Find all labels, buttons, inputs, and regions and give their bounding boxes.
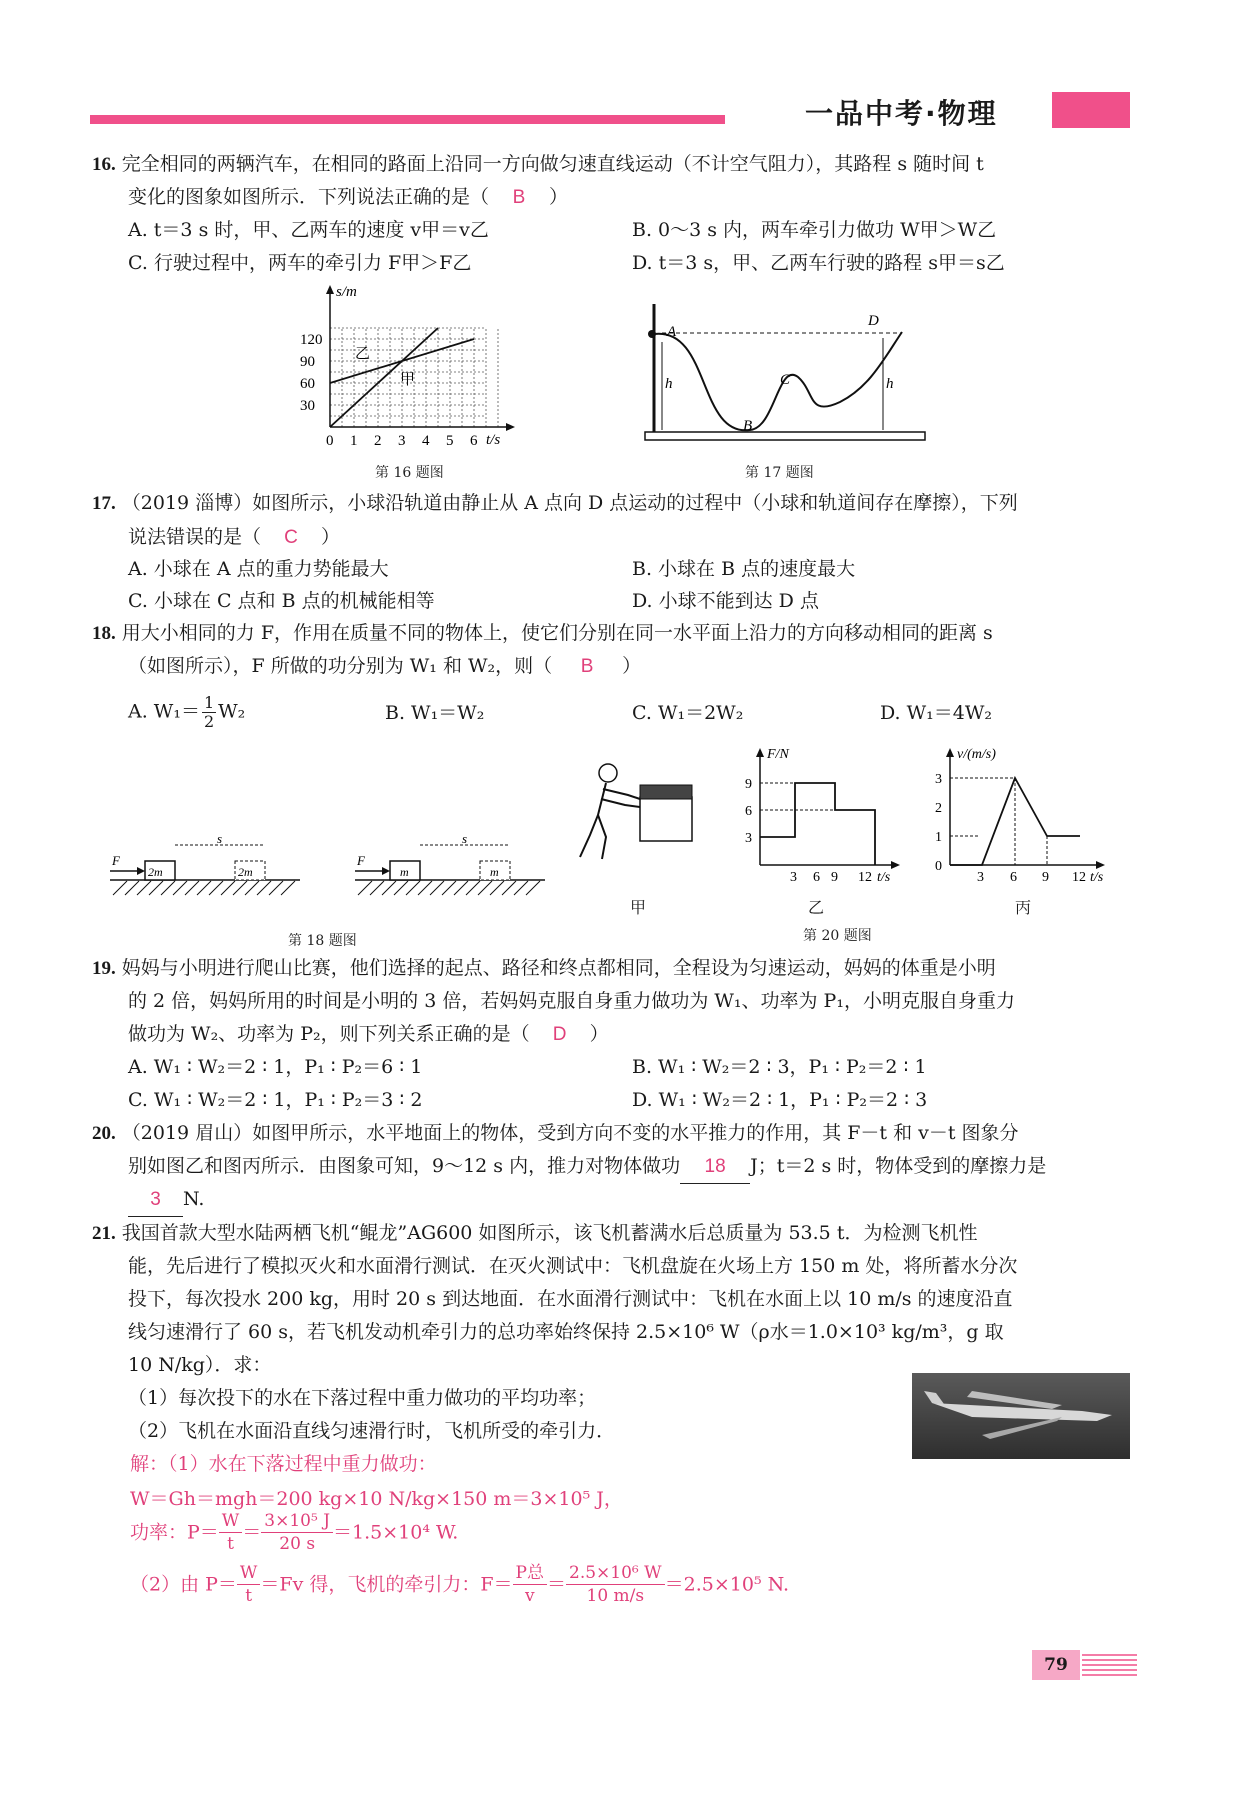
fig20-label-jia: 甲: [630, 898, 647, 917]
fig16-ytick: 120: [300, 332, 323, 348]
q20-line3: 3 N.: [128, 1183, 204, 1217]
fig20-box: [640, 797, 692, 841]
q18-line1: 18. 用大小相同的力 F，作用在质量不同的物体上，使它们分别在同一水平面上沿力的方向移动相同的距离 s: [92, 622, 993, 644]
fig18-caption: 第 18 题图: [288, 933, 357, 949]
fig16-caption: 第 16 题图: [375, 465, 444, 481]
fig20-v-xlabel: t/s: [1090, 870, 1104, 883]
q19-line1: 19. 妈妈与小明进行爬山比赛，他们选择的起点、路径和终点都相同，全程设为匀速运动，妈妈的体重是小明: [92, 957, 996, 979]
fig20-F-xtick-12: 12: [858, 870, 872, 883]
fig18-right-s: s: [462, 835, 468, 846]
fig20-v-xtick-0: 0: [935, 859, 942, 874]
fig20-v-xtick-9: 9: [1042, 870, 1049, 883]
fig17-h2: h: [886, 376, 894, 392]
fig18-left-mass-end: 2m: [238, 865, 253, 879]
fig18-right-hatch: [358, 881, 540, 895]
q21-solution-line2: W＝Gh＝mgh＝200 kg×10 N/kg×150 m＝3×10⁵ J，: [130, 1488, 623, 1510]
q18-line2: （如图所示），F 所做的功分别为 W₁ 和 W₂，则（ B ）: [128, 655, 642, 677]
q17-option-b: B. 小球在 B 点的速度最大: [632, 558, 856, 580]
fig20-caption: 第 20 题图: [803, 928, 872, 944]
page-number-stripes: [1082, 1652, 1137, 1680]
fig16-xtick: 2: [374, 433, 382, 449]
fig18-left-f: F: [112, 853, 120, 868]
q16-option-c: C. 行驶过程中，两车的牵引力 F甲＞F乙: [128, 252, 472, 274]
fig20-person-head: [599, 764, 617, 782]
q16-option-a: A. t＝3 s 时，甲、乙两车的速度 v甲＝v乙: [128, 219, 489, 241]
q21-line3: 投下，每次投水 200 kg，用时 20 s 到达地面．在水面滑行测试中：飞机在水面上以 10 m/s 的速度沿直: [128, 1288, 1013, 1310]
q18-option-d: D. W₁＝4W₂: [880, 702, 993, 724]
q21-solution-line4: （2）由 P＝ $\frac{W}{t}$ ＝Fv 得，飞机的牵引力：F＝ P总 v ＝ $\frac{\text{2.5×10⁶ W}}{10 m/s}$ ＝2.5×10⁵ N.: [130, 1563, 790, 1606]
fig16-ytick: 90: [300, 354, 315, 370]
fig20-jia-illustration: [570, 755, 710, 870]
q16-option-d: D. t＝3 s，甲、乙两车行驶的路程 s甲＝s乙: [632, 252, 1005, 274]
q18-option-b: B. W₁＝W₂: [385, 702, 485, 724]
fig17-label-d: D: [868, 313, 879, 329]
fig20-v-xtick-3: 3: [977, 870, 984, 883]
fig18-right-mass: m: [400, 865, 409, 879]
q21-part1: （1）每次投下的水在下落过程中重力做功的平均功率；: [128, 1387, 597, 1409]
fig18-left-mass: 2m: [148, 865, 163, 879]
fig20-bing-chart: [930, 743, 1120, 883]
fig18-left-s: s: [217, 835, 223, 846]
q21-line2: 能，先后进行了模拟灭火和水面滑行测试．在灭火测试中：飞机盘旋在火场上方 150 m 处，将所蓄水分次: [128, 1255, 1018, 1277]
fig16-xtick: 3: [398, 433, 406, 449]
q17-option-d: D. 小球不能到达 D 点: [632, 590, 819, 612]
fig20-F-ytick-3: 3: [745, 831, 752, 846]
page-number: 79: [1032, 1650, 1080, 1680]
fig16-ytick: 60: [300, 376, 315, 392]
fig18-diagram-right: [350, 835, 550, 900]
fig16-xtick: 5: [446, 433, 454, 449]
fig18-left-hatch: [113, 881, 295, 895]
header-accent-block: [1052, 92, 1130, 128]
fig17-label-b: B: [743, 418, 753, 434]
q20-line1: 20. （2019 眉山）如图甲所示，水平地面上的物体，受到方向不变的水平推力的作用，其 F－t 和 v－t 图象分: [92, 1122, 1019, 1144]
q19-option-d: D. W₁ ∶ W₂＝2 ∶ 1，P₁ ∶ P₂＝2 ∶ 3: [632, 1089, 928, 1111]
fig16-xtick: 1: [350, 433, 358, 449]
fig17-label-a: A: [667, 324, 677, 340]
q21-solution-line1: 解：（1）水在下落过程中重力做功：: [130, 1453, 437, 1475]
q17-option-c: C. 小球在 C 点和 B 点的机械能相等: [128, 590, 435, 612]
q21-line1: 21. 我国首款大型水陆两栖飞机“鲲龙”AG600 如图所示，该飞机蓄满水后总质量为 53.5 t．为检测飞机性: [92, 1222, 978, 1244]
q16-line1: 16. 完全相同的两辆汽车，在相同的路面上沿同一方向做匀速直线运动（不计空气阻力），其路程 s 随时间 t: [92, 153, 984, 175]
fig18-diagram-left: [105, 835, 305, 900]
fig20-F-ytick-6: 6: [745, 804, 752, 819]
fig16-xtick: 6: [470, 433, 478, 449]
q19-line2: 的 2 倍，妈妈所用的时间是小明的 3 倍，若妈妈克服自身重力做功为 W₁、功率为 P₁，小明克服自身重力: [128, 990, 1015, 1012]
fig20-v-ylabel: v/(m/s): [957, 747, 996, 762]
fig17-caption: 第 17 题图: [745, 465, 814, 481]
fig20-v-ytick-3: 3: [935, 772, 942, 787]
fig18-right-mass-end: m: [490, 865, 499, 879]
fig18-right-f: F: [357, 853, 365, 868]
header-bar: [90, 115, 725, 124]
fig20-v-ytick-2: 2: [935, 801, 942, 816]
fig16-xtick: 0: [326, 433, 334, 449]
q21-part2: （2）飞机在水面沿直线匀速滑行时，飞机所受的牵引力．: [128, 1420, 616, 1442]
fig20-F-xtick-9: 9: [831, 870, 838, 883]
fig20-F-ytick-9: 9: [745, 777, 752, 792]
q16-line2: 变化的图象如图所示．下列说法正确的是（ B ）: [128, 186, 569, 208]
q19-line3: 做功为 W₂、功率为 P₂，则下列关系正确的是（ D ）: [128, 1023, 609, 1045]
q17-line1: 17. （2019 淄博）如图所示，小球沿轨道由静止从 A 点向 D 点运动的过程中（小球和轨道间存在摩擦），下列: [92, 492, 1018, 514]
q21-solution-line3: 功率：P＝ $\frac{W}{t}$ ＝ $\frac{\text{3×10⁵ J}}{20 s}$ ＝1.5×10⁴ W.: [130, 1511, 459, 1554]
fig17-h1: h: [665, 376, 673, 392]
fig16-chart: [300, 282, 520, 462]
fig16-label-jia: 甲: [400, 372, 416, 388]
q19-option-b: B. W₁ ∶ W₂＝2 ∶ 3，P₁ ∶ P₂＝2 ∶ 1: [632, 1056, 927, 1078]
fig20-F-xtick-3: 3: [790, 870, 797, 883]
fig20-v-xtick-6: 6: [1010, 870, 1017, 883]
q17-option-a: A. 小球在 A 点的重力势能最大: [128, 558, 389, 580]
q21-line5: 10 N/kg）．求：: [128, 1354, 272, 1376]
fig20-F-ylabel: F/N: [767, 747, 789, 762]
q20-line2: 别如图乙和图丙所示．由图象可知，9～12 s 内，推力对物体做功 18 J；t＝2 s 时，物体受到的摩擦力是: [128, 1150, 1046, 1184]
fig20-v-ytick-1: 1: [935, 830, 942, 845]
fig17-diagram: [640, 302, 930, 452]
q19-option-a: A. W₁ ∶ W₂＝2 ∶ 1，P₁ ∶ P₂＝6 ∶ 1: [128, 1056, 423, 1078]
fig20-F-xlabel: t/s: [877, 870, 891, 883]
q18-option-a: A. W₁＝ $\frac{1}{2}$ W₂: [128, 693, 246, 731]
fig17-base: [645, 432, 925, 440]
fig16-label-yi: 乙: [355, 346, 371, 362]
airplane-photo: [912, 1373, 1130, 1459]
fig20-label-yi: 乙: [808, 898, 825, 917]
fig16-x-arrow: [506, 423, 515, 431]
fig16-y-arrow: [326, 285, 334, 294]
fig16-xtick: 4: [422, 433, 430, 449]
q19-option-c: C. W₁ ∶ W₂＝2 ∶ 1，P₁ ∶ P₂＝3 ∶ 2: [128, 1089, 423, 1111]
q20-answer2: 3: [128, 1183, 183, 1217]
fig16-ytick: 30: [300, 398, 315, 414]
fig16-xlabel: t/s: [486, 432, 501, 448]
q20-answer1: 18: [680, 1150, 750, 1184]
fig16-ylabel: s/m: [336, 284, 357, 300]
header-title: 一品中考·物理: [805, 97, 998, 130]
fig20-v-curve: [950, 778, 1080, 865]
fig17-label-c: C: [780, 372, 791, 388]
fig20-F-xtick-6: 6: [813, 870, 820, 883]
fig20-F-curve: [760, 783, 875, 865]
q21-line4: 线匀速滑行了 60 s，若飞机发动机牵引力的总功率始终保持 2.5×10⁶ W（ρ水＝1.0×10³ kg/m³，g 取: [128, 1321, 1004, 1343]
q17-line2: 说法错误的是（ C ）: [128, 526, 341, 548]
fig17-track: [654, 332, 902, 430]
q18-option-c: C. W₁＝2W₂: [632, 702, 744, 724]
q16-option-b: B. 0～3 s 内，两车牵引力做功 W甲＞W乙: [632, 219, 997, 241]
fig20-v-xtick-12: 12: [1072, 870, 1086, 883]
fig20-yi-chart: [745, 743, 905, 883]
fig20-label-bing: 丙: [1015, 898, 1032, 917]
